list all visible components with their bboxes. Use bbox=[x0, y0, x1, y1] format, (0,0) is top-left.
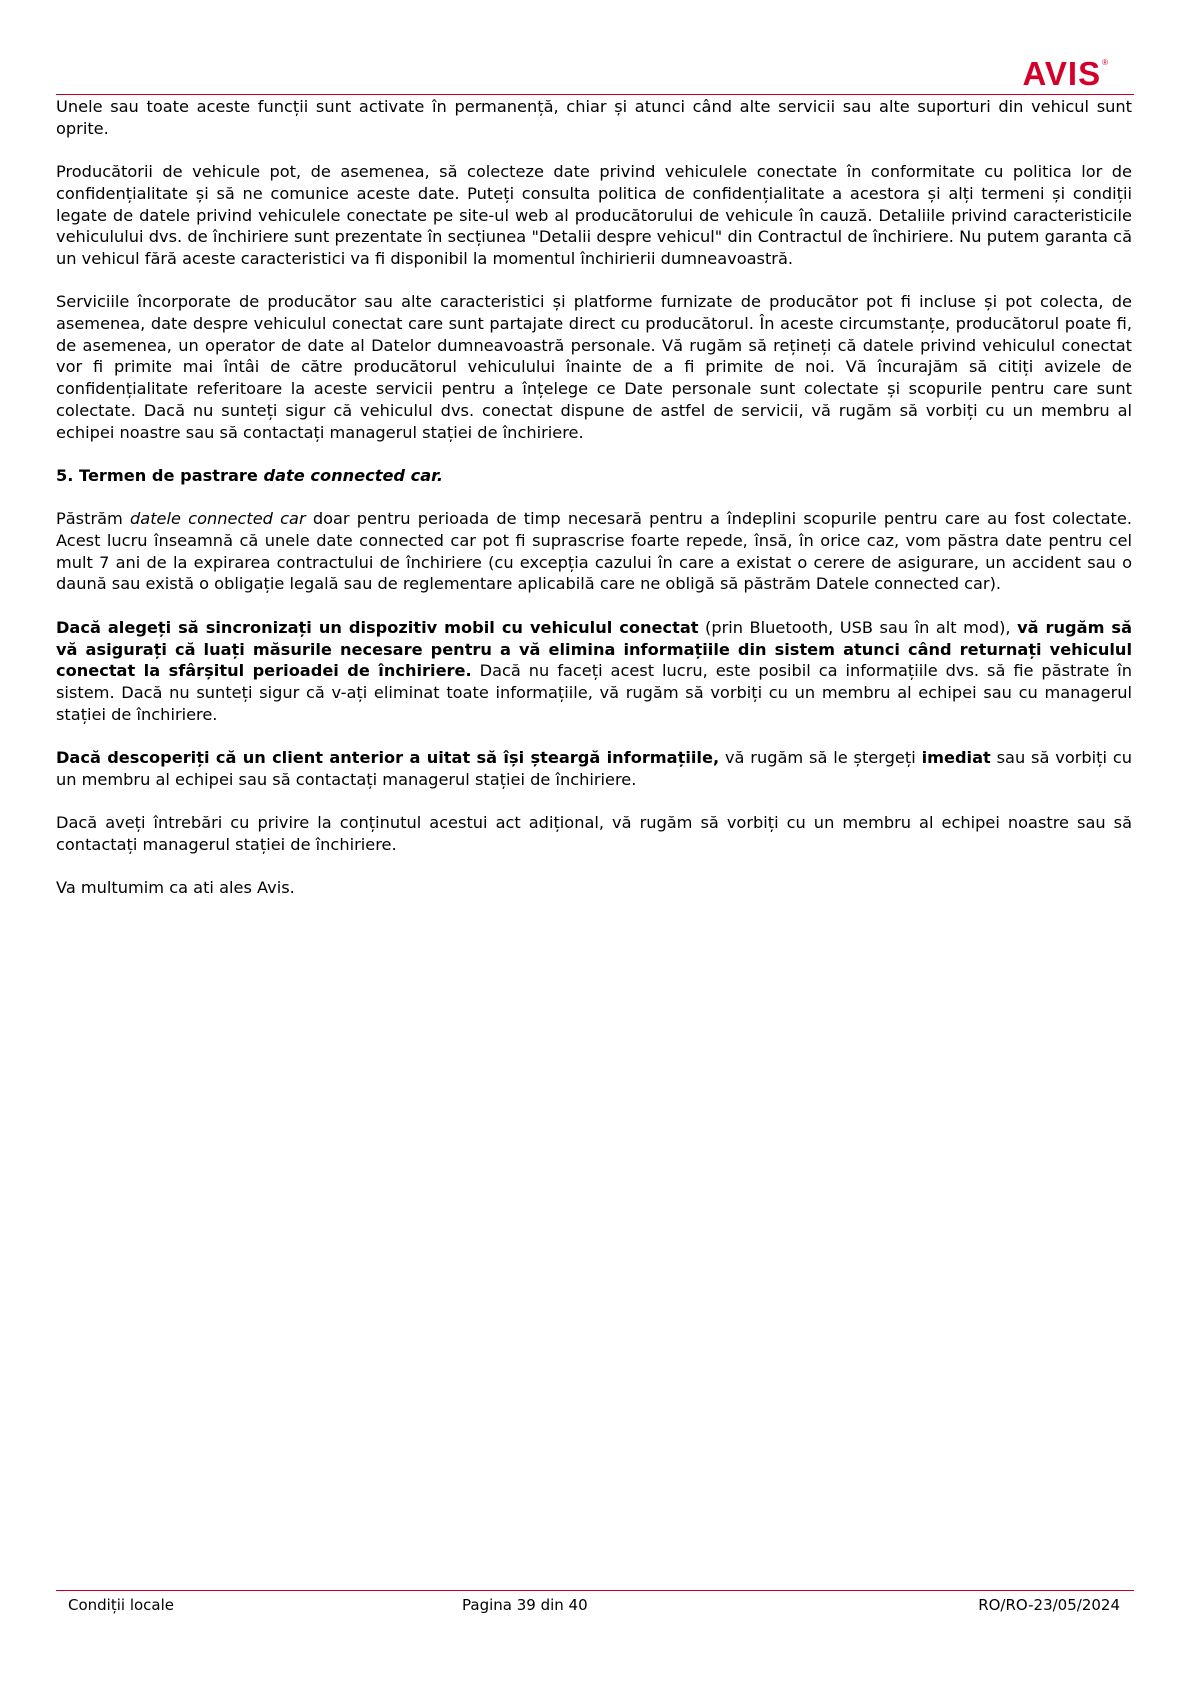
retention-text-rest: doar pentru perioada de timp necesară pentru a îndeplini scopurile pentru care au fost colectate. Acest lucru înseamnă că unele date connected car pot fi suprascrise foarte repede, însă, în orice caz, vom păstra date pentru cel mult 7 ani de la expirarea contractului de închiriere (cu excepția cazului în care a existat o cerere de asigurare, un accident sau o daună sau există o obligație legală sau de reglementare aplicabilă care ne obligă să păstrăm Datele connected car). bbox=[56, 509, 1133, 594]
paragraph-thank-you: Va multumim ca ati ales Avis. bbox=[56, 878, 295, 898]
sync-bold-instruction: vă rugăm să vă asigurați că luați măsurile necesare pentru a vă elimina informațiile din sistem atunci când returnați vehiculul conectat la sfârșitul perioadei de închiriere. bbox=[56, 617, 1132, 681]
footer-local-conditions: Condiții locale bbox=[68, 1596, 175, 1614]
previous-client-text-1: vă rugăm să le ștergeți bbox=[719, 748, 922, 767]
previous-client-bold: Dacă descoperiți că un client anterior a uitat să își șteargă informațiile, bbox=[56, 748, 720, 767]
previous-client-bold-immediately: imediat bbox=[921, 748, 991, 767]
avis-logo bbox=[1023, 57, 1108, 90]
retention-text-start: Păstrăm bbox=[56, 509, 131, 529]
paragraph-retention-period bbox=[56, 508, 1132, 595]
heading-text: 5. Termen de pastrare bbox=[56, 465, 264, 485]
footer-divider bbox=[56, 1590, 1134, 1591]
logo-text: AVIS bbox=[1022, 55, 1102, 92]
paragraph-questions: Dacă aveți întrebări cu privire la conținutul acestui act adițional, vă rugăm să vorbiți cu un membru al echipei noastre sau să contactați managerul stației de închiriere. bbox=[56, 813, 1132, 854]
sync-text-2: Dacă nu faceți acest lucru, este posibil ca informațiile dvs. să fie păstrate în sistem. Dacă nu sunteți sigur că v-ați eliminat toate informațiile, vă rugăm să vorbiți cu un membru al echipei sau cu managerul stației de închiriere. bbox=[56, 661, 1132, 724]
paragraph-sync-device bbox=[56, 617, 1132, 726]
retention-italic-term: datele connected car bbox=[130, 509, 306, 529]
paragraph-embedded-services: Serviciile încorporate de producător sau alte caracteristici și platforme furnizate de producător pot fi incluse și pot colecta, de asemenea, date despre vehiculul conectat care sunt partajate direct cu producătorul. În aceste circumstanțe, producătorul poate fi, de asemenea, un operator de date al Datelor dumneavoastră personale. Vă rugăm să rețineți că datele privind vehiculul conectat vor fi primite mai întâi de către producătorul vehiculului înainte de a fi primite de noi. Vă încurajăm să citiți avizele de confidențialitate referitoare la aceste servicii pentru a înțelege ce Date personale sunt colectate și scopurile pentru care sunt colectate. Dacă nu sunteți sigur că vehiculul dvs. conectat dispune de astfel de servicii, vă rugăm să vorbiți cu un membru al echipei noastre sau să contactați managerul stației de închiriere. bbox=[56, 292, 1132, 442]
sync-bold-intro: Dacă alegeți să sincronizați un dispozitiv mobil cu vehiculul conectat bbox=[56, 617, 699, 637]
document-body bbox=[56, 96, 1132, 921]
sync-text-1: (prin Bluetooth, USB sau în alt mod), bbox=[698, 617, 1018, 637]
registered-mark: ® bbox=[1102, 58, 1108, 67]
paragraph-functions-active: Unele sau toate aceste funcții sunt activate în permanență, chiar și atunci când alte servicii sau alte suporturi din vehicul sunt oprite. bbox=[56, 97, 1132, 138]
header-divider bbox=[56, 94, 1134, 95]
footer-document-code: RO/RO-23/05/2024 bbox=[978, 1596, 1120, 1614]
paragraph-manufacturers-data: Producătorii de vehicule pot, de asemenea, să colecteze date privind vehiculele conectate în conformitate cu politica lor de confidențialitate și să ne comunice aceste date. Puteți consulta politica de confidențialitate a acestora și alți termeni și condiții legate de datele privind vehiculele conectate pe site-ul web al producătorului de vehicule în cauză. Detaliile privind caracteristicile vehiculului dvs. de închiriere sunt prezentate în secțiunea "Detalii despre vehicul" din Contractul de închiriere. Nu putem garanta că un vehicul fără aceste caracteristici va fi disponibil la momentul închirierii dumneavoastră. bbox=[56, 162, 1132, 268]
footer-page-number: Pagina 39 din 40 bbox=[462, 1596, 588, 1614]
paragraph-previous-client bbox=[56, 747, 1132, 790]
previous-client-text-2: sau să vorbiți cu un membru al echipei sau să contactați managerul stației de închiriere. bbox=[56, 748, 1133, 789]
section-heading-retention bbox=[56, 465, 1132, 487]
heading-italic-text: date connected car. bbox=[263, 465, 443, 485]
